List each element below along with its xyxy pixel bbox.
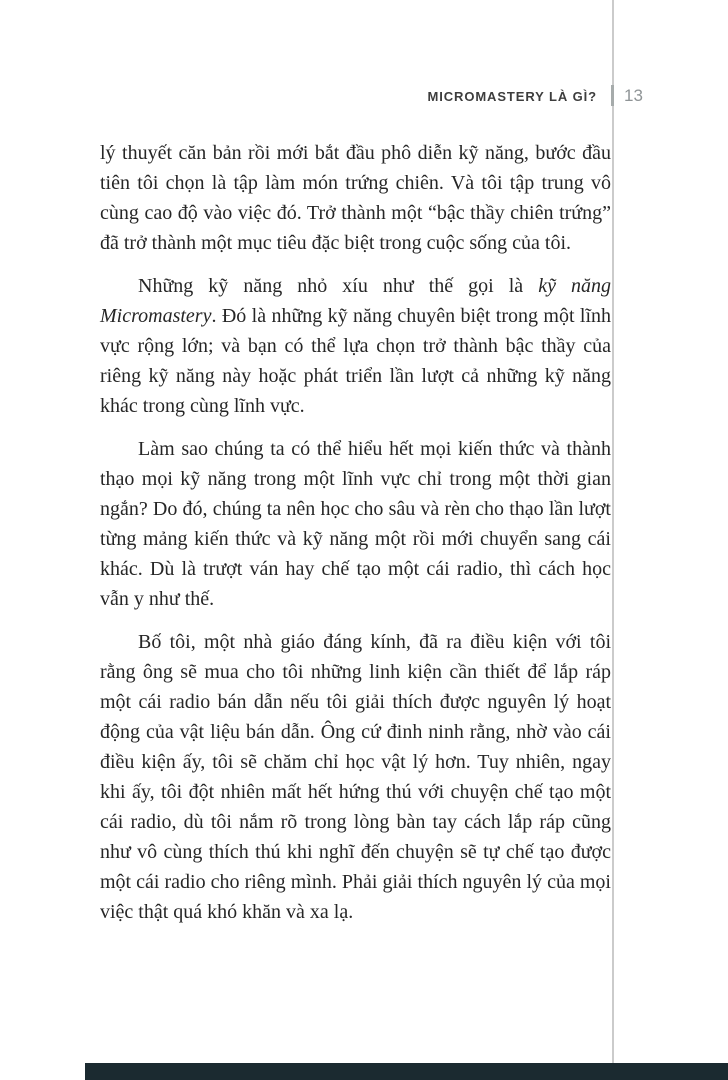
paragraph-3-text: Làm sao chúng ta có thể hiểu hết mọi kiến thức và thành thạo mọi kỹ năng trong một lĩnh vực chỉ trong một thời gian ngắn? Do đó, chúng ta nên học cho sâu và rèn cho thạo lần lượt từng mảng kiến thức và kỹ năng một rồi mới chuyển sang cái khác. Dù là trượt ván hay chế tạo một cái radio, thì cách học vẫn y như thế.: [100, 438, 611, 610]
paragraph-2-text-after: . Đó là những kỹ năng chuyên biệt trong một lĩnh vực rộng lớn; và bạn có thể lựa chọn trở thành bậc thầy của riêng kỹ năng này hoặc phát triển lần lượt cả những kỹ năng khác trong cùng lĩnh vực.: [100, 305, 611, 417]
header-separator: [611, 85, 614, 106]
body-text: [100, 138, 611, 927]
paragraph-3: [100, 434, 611, 614]
footer-bar: [85, 1063, 728, 1080]
paragraph-4-text: Bố tôi, một nhà giáo đáng kính, đã ra điều kiện với tôi rằng ông sẽ mua cho tôi những linh kiện cần thiết để lắp ráp một cái radio bán dẫn nếu tôi giải thích được nguyên lý hoạt động của vật liệu bán dẫn. Ông cứ đinh ninh rằng, nhờ vào cái điều kiện ấy, tôi sẽ chăm chỉ học vật lý hơn. Tuy nhiên, ngay khi ấy, tôi đột nhiên mất hết hứng thú với chuyện chế tạo một cái radio, dù tôi nắm rõ trong lòng bàn tay cách lắp ráp cũng như vô cùng thích thú khi nghĩ đến chuyện sẽ tự chế tạo được một cái radio cho riêng mình. Phải giải thích nguyên lý của mọi việc thật quá khó khăn và xa lạ.: [100, 631, 611, 923]
paragraph-1: [100, 138, 611, 258]
paragraph-2: [100, 271, 611, 421]
paragraph-1-text: lý thuyết căn bản rồi mới bắt đầu phô diễn kỹ năng, bước đầu tiên tôi chọn là tập làm món trứng chiên. Và tôi tập trung vô cùng cao độ vào việc đó. Trở thành một “bậc thầy chiên trứng” đã trở thành một mục tiêu đặc biệt trong cuộc sống của tôi.: [100, 142, 611, 254]
vertical-margin-rule: [612, 0, 614, 1080]
running-title: MICROMASTERY LÀ GÌ?: [427, 89, 597, 104]
paragraph-2-text-before: Những kỹ năng nhỏ xíu như thế gọi là: [138, 275, 539, 297]
page-number: 13: [624, 86, 643, 105]
paragraph-2-italic-term: kỹ năng Micromastery: [100, 275, 611, 327]
paragraph-4: [100, 627, 611, 927]
